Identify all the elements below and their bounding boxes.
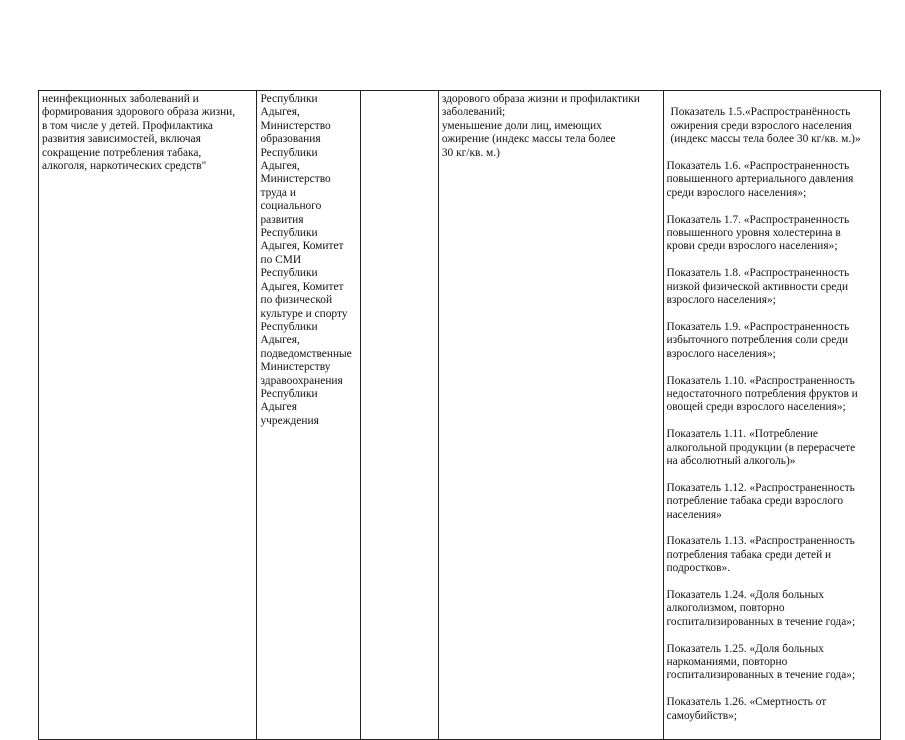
indicator-1-24: Показатель 1.24. «Доля больных алкоголизмом, повторно госпитализированных в течение года»; — [666, 589, 856, 628]
task-description-text: неинфекционных заболеваний и формирования здорового образа жизни, в том числе у детей. Профилактика развития зависимостей, включая сокращение потребления табака, алкоголя, наркотических средств" — [42, 93, 236, 173]
indicator-1-26: Показатель 1.26. «Смертность от самоубийств»; — [666, 696, 827, 722]
empty-cell — [360, 91, 438, 740]
indicator-1-12: Показатель 1.12. «Распространенность потребление табака среди взрослого населения» — [666, 481, 855, 521]
indicator-1-13: Показатель 1.13. «Распространенность потребления табака среди детей и подростков». — [666, 535, 855, 575]
expected-results-cell — [438, 91, 663, 740]
indicator-1-25: Показатель 1.25. «Доля больных наркоманиями, повторно госпитализированных в течение года»; — [666, 642, 856, 682]
expected-results-text: здорового образа жизни и профилактики заболеваний; уменьшение доли лиц, имеющих ожирение (индекс массы тела более 30 кг/кв. м.) — [441, 93, 640, 159]
indicator-1-10: Показатель 1.10. «Распространенность недостаточного потребления фруктов и овощей среди взрослого населения»; — [666, 374, 858, 414]
task-description-cell — [39, 91, 257, 740]
program-table — [38, 90, 881, 740]
executors-cell — [257, 91, 360, 740]
table-row — [39, 91, 881, 740]
indicator-1-8: Показатель 1.8. «Распространенность низкой физической активности среди взрослого населения»; — [666, 267, 850, 307]
indicators-cell — [663, 91, 881, 740]
indicator-1-9: Показатель 1.9. «Распространенность избыточного потребления соли среди взрослого населения»; — [666, 320, 850, 360]
indicator-1-11: Показатель 1.11. «Потребление алкогольной продукции (в перерасчете на абсолютный алкоголь)» — [666, 428, 856, 467]
indicator-1-7: Показатель 1.7. «Распространенность повышенного уровня холестерина в крови среди взрослого населения»; — [666, 213, 850, 253]
indicator-1-6: Показатель 1.6. «Распространенность повышенного артериального давления среди взрослого населения»; — [666, 160, 854, 199]
executors-text: Республики Адыгея, Министерство образования Республики Адыгея, Министерство труда и социального развития Республики Адыгея, Комитет по СМИ Республики Адыгея, Комитет по физической культуре и спорту Республики Адыгея, подведомственные Министерству здравоохранения Республики Адыгея учреждения — [260, 93, 352, 427]
indicator-1-5: Показатель 1.5.«Распространённость ожирения среди взрослого населения (индекс массы тела более 30 кг/кв. м.)» — [670, 106, 861, 146]
